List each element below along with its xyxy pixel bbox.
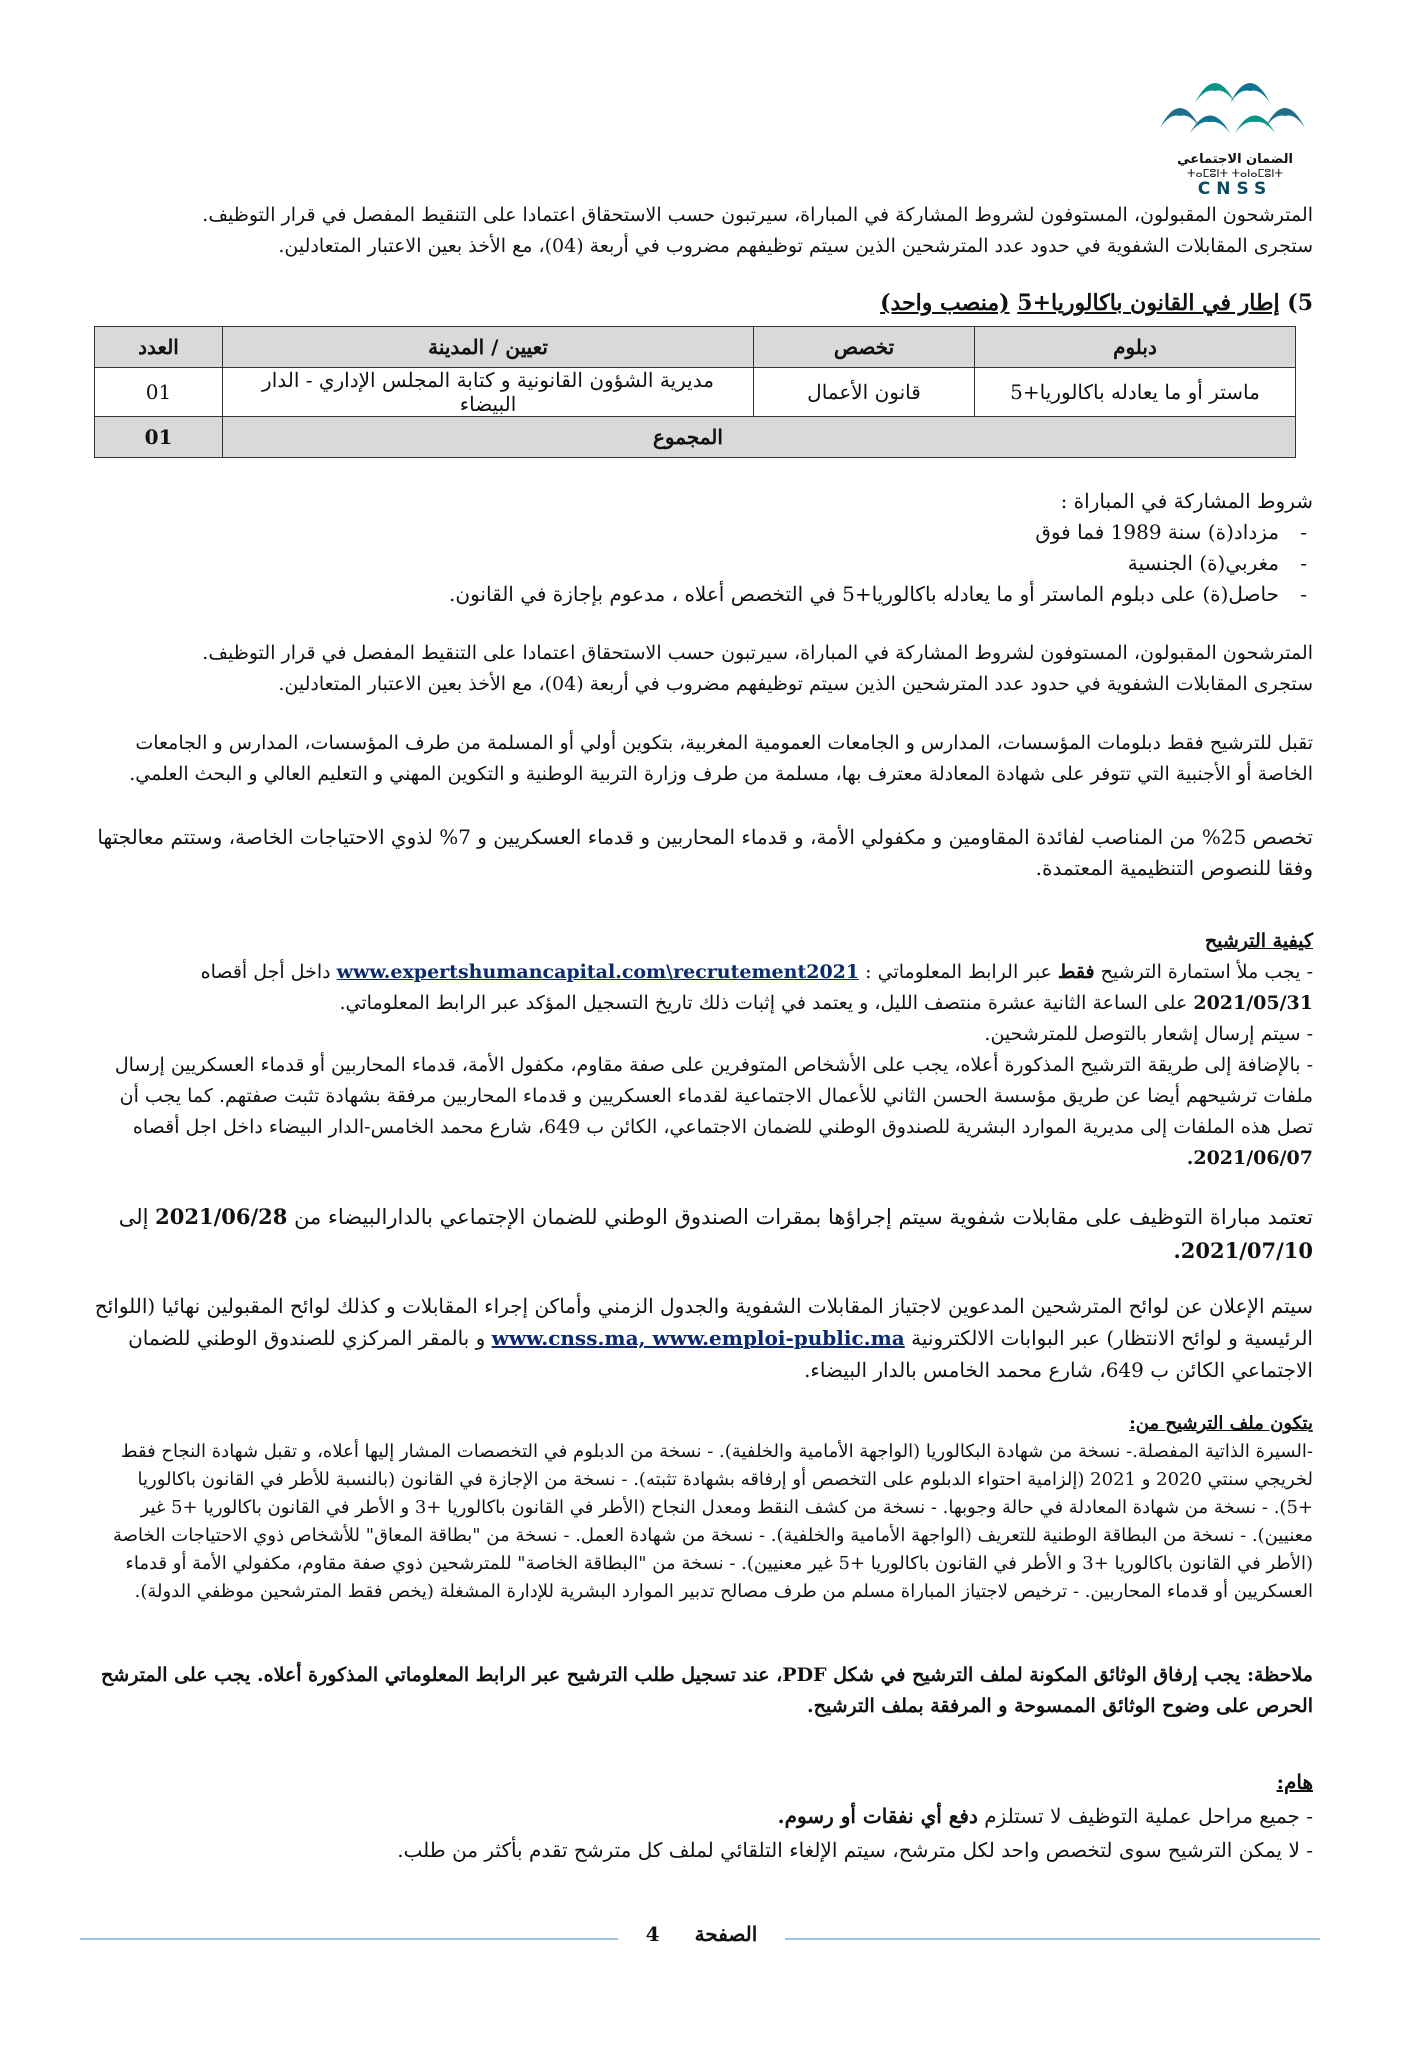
interviews-text: تعتمد مباراة التوظيف على مقابلات شفوية سيتم إجراؤها بمقرات الصندوق الوطني للضمان الإجتماعي بالدارالبيضاء من xyxy=(294,1205,1313,1229)
important-text-a: - جميع مراحل عملية التوظيف لا تستلزم xyxy=(984,1804,1313,1828)
header-specialty: تخصص xyxy=(754,327,975,368)
diplomas-paragraph: تقبل للترشيح فقط دبلومات المؤسسات، المدارس و الجامعات العمومية المغربية، بتكوين أولي أو المسلمة من طرف المؤسسات، المدارس و الجامعات الخاصة أو الأجنبية التي تتوفر على شهادة المعادلة معترف بها، مسلمة من طرف وزارة التربية الوطنية و التكوين المهني و التعليم العالي و البحث العلمي. xyxy=(129,732,1313,785)
ranking-line-2: ستجرى المقابلات الشفوية في حدود عدد المترشحين الذين سيتم توظيفهم مضروب في أربعة (04)، مع الأخذ بعين الاعتبار المتعادلين. xyxy=(278,673,1313,695)
page-footer xyxy=(0,1922,1403,1946)
apply-paragraph-2: - سيتم إرسال إشعار بالتوصل للمترشحين. xyxy=(984,1023,1313,1045)
recruitment-link[interactable]: www.expertshumancapital.com\recrutement2021 xyxy=(336,961,860,983)
section-subtitle: (منصب واحد) xyxy=(880,290,1010,316)
cell-count: 01 xyxy=(95,368,223,417)
table-total-row xyxy=(95,417,1296,458)
page-value: 4 xyxy=(632,1922,674,1946)
page-label: الصفحة xyxy=(681,1922,772,1946)
important-item-2: - لا يمكن الترشيح سوى لتخصص واحد لكل مترشح، سيتم الإلغاء التلقائي لملف كل مترشح تقدم بأكثر من طلب. xyxy=(397,1838,1313,1862)
announcement-paragraph xyxy=(93,1290,1313,1386)
apply-deadline: 2021/05/31 xyxy=(1193,992,1313,1014)
cell-specialty: قانون الأعمال xyxy=(754,368,975,417)
application-file-heading: يتكون ملف الترشيح من: xyxy=(1129,1413,1313,1434)
intro-line-1: المترشحون المقبولون، المستوفون لشروط المشاركة في المباراة، سيرتبون حسب الاستحقاق اعتمادا على التنقيط المفصل في قرار التوظيف. xyxy=(202,204,1313,226)
intro-paragraph xyxy=(93,200,1313,262)
how-to-apply-section xyxy=(93,926,1313,1174)
important-item-1 xyxy=(93,1799,1313,1833)
conditions-list xyxy=(93,517,1313,610)
ranking-line-1: المترشحون المقبولون، المستوفون لشروط المشاركة في المباراة، سيرتبون حسب الاستحقاق اعتمادا على التنقيط المفصل في قرار التوظيف. xyxy=(202,642,1313,664)
apply-text-3: - بالإضافة إلى طريقة الترشيح المذكورة أعلاه، يجب على الأشخاص المتوفرين على صفة مقاوم، مكفول الأمة، قدماء المحاربين أو قدماء العسكريين إرسال ملفات ترشيحهم أيضا عن طريق مؤسسة الحسن الثاني للأعمال الاجتماعية لقدماء العسكريين و قدماء المحاربين مرفقة بشهادة تثبت صفتهم. كما يجب أن تصل هذه الملفات إلى مديرية الموارد البشرية للصندوق الوطني للضمان الاجتماعي، الكائن ب 649، شارع محمد الخامس-الدار البيضاء داخل اجل أقصاه xyxy=(114,1054,1313,1138)
apply-text-a: - يجب ملأ استمارة الترشيح xyxy=(1100,961,1313,983)
header-count: العدد xyxy=(95,327,223,368)
list-item: - مزداد(ة) سنة 1989 فما فوق xyxy=(93,517,1313,548)
apply-paragraph-3 xyxy=(93,1050,1313,1174)
important-section xyxy=(93,1765,1313,1867)
announcement-text-b: و بالمقر المركزي للصندوق الوطني للضمان الاجتماعي الكائن ب 649، شارع محمد الخامس بالدار البيضاء. xyxy=(128,1326,1313,1382)
interviews-from: 2021/06/28 xyxy=(155,1204,288,1229)
section-title-text: إطار في القانون باكالوريا+5 xyxy=(1017,290,1280,316)
total-label: المجموع xyxy=(223,417,1296,458)
positions-table xyxy=(94,326,1296,458)
cell-assignment: مديرية الشؤون القانونية و كتابة المجلس الإداري - الدار البيضاء xyxy=(223,368,754,417)
table-header-row xyxy=(95,327,1296,368)
cell-diploma: ماستر أو ما يعادله باكالوريا+5 xyxy=(975,368,1296,417)
header-assignment: تعيين / المدينة xyxy=(223,327,754,368)
list-item: - حاصل(ة) على دبلوم الماستر أو ما يعادله باكالوريا+5 في التخصص أعلاه ، مدعوم بإجازة في القانون. xyxy=(93,579,1313,610)
how-to-apply-heading: كيفية الترشيح xyxy=(1204,930,1313,952)
interviews-to-word: إلى xyxy=(118,1205,149,1229)
intro-line-2: ستجرى المقابلات الشفوية في حدود عدد المترشحين الذين سيتم توظيفهم مضروب في أربعة (04)، مع الأخذ بعين الاعتبار المتعادلين. xyxy=(278,235,1313,257)
important-heading: هام: xyxy=(1276,1770,1313,1794)
section-number: 5) xyxy=(1287,290,1313,316)
apply-text-c: داخل أجل أقصاه xyxy=(200,961,331,983)
apply-paragraph-1 xyxy=(93,957,1313,1019)
quota-paragraph: تخصص 25% من المناصب لفائدة المقاومين و مكفولي الأمة، و قدماء المحاربين و قدماء العسكريين و 7% لذوي الاحتياجات الخاصة، وستتم معالجتها وفقا للنصوص التنظيمية المعتمدة. xyxy=(97,825,1313,880)
application-file-text: -السيرة الذاتية المفصلة.- نسخة من شهادة البكالوريا (الواجهة الأمامية والخلفية). - نسخة من الدبلوم في التخصصات المشار إليها أعلاه، و تقبل شهادة النجاح فقط لخريجي سنتي 2020 و 2021 (إلزامية احتواء الدبلوم على التخصص أو إرفاقه بشهادة تثبته). - نسخة من الإجازة في القانون (بالنسبة للأطر في القانون باكالوريا +5). - نسخة من شهادة المعادلة في حالة وجوبها. - نسخة من كشف النقط ومعدل النجاح (الأطر في القانون باكالوريا +3 و الأطر في القانون باكالوريا +5 غير معنيين). - نسخة من البطاقة الوطنية للتعريف (الواجهة الأمامية والخلفية). - نسخة من شهادة العمل. - نسخة من "بطاقة المعاق" للأشخاص ذوي الاحتياجات الخاصة (الأطر في القانون باكالوريا +3 و الأطر في القانون باكالوريا +5 غير معنيين). - نسخة من "البطاقة الخاصة" للمترشحين ذوي صفة مقاوم، مكفولي الأمة أو قدماء العسكريين أو قدماء المحاربين. - ترخيص لاجتياز المباراة مسلم من طرف مصالح تدبير الموارد البشرية للإدارة المشغلة (يخص فقط المترشحين موظفي الدولة). xyxy=(113,1441,1313,1602)
logo-tifinagh-text: ⵜⴰⵎⵓⵏⵜ ⵜⴰⵏⴰⵎⵓⵏⵜ xyxy=(1187,167,1283,180)
announcement-text-a: سيتم الإعلان عن لوائح المترشحين المدعوين لاجتياز المقابلات الشفوية والجدول الزمني وأماكن إجراء المقابلات و كذلك لوائح المقبولين نهائيا (اللوائح الرئيسية و لوائح الانتظار) عبر البوابات الالكترونية xyxy=(94,1294,1313,1350)
table-row xyxy=(95,368,1296,417)
apply-deadline-2: 2021/06/07. xyxy=(1186,1147,1313,1169)
interviews-paragraph xyxy=(93,1200,1313,1268)
portal-links[interactable]: www.cnss.ma, www.emploi-public.ma xyxy=(491,1326,905,1350)
header-diploma: دبلوم xyxy=(975,327,1296,368)
apply-text-d: على الساعة الثانية عشرة منتصف الليل، و يعتمد في إثبات ذلك تاريخ التسجيل المؤكد عبر الرابط المعلوماتي. xyxy=(339,992,1188,1014)
cnss-logo xyxy=(1150,58,1320,198)
logo-latin-text: CNSS xyxy=(1197,179,1273,199)
apply-text-b: عبر الرابط المعلوماتي : xyxy=(865,961,1052,983)
conditions-heading: شروط المشاركة في المباراة : xyxy=(1060,489,1313,513)
apply-only: فقط xyxy=(1057,961,1095,983)
interviews-to: 2021/07/10. xyxy=(1173,1238,1313,1263)
note-paragraph: ملاحظة: يجب إرفاق الوثائق المكونة لملف الترشيح في شكل PDF، عند تسجيل طلب الترشيح عبر الرابط المعلوماتي المذكورة أعلاه. يجب على المترشح الحرص على وضوح الوثائق الممسوحة و المرفقة بملف الترشيح. xyxy=(101,1664,1313,1717)
important-text-b: دفع أي نفقات أو رسوم. xyxy=(777,1804,978,1828)
page-number xyxy=(618,1922,786,1946)
total-value: 01 xyxy=(95,417,223,458)
application-file-section xyxy=(93,1410,1313,1606)
conditions-block xyxy=(93,486,1313,610)
ranking-paragraph xyxy=(93,638,1313,700)
section-5-title xyxy=(880,290,1313,316)
list-item: - مغربي(ة) الجنسية xyxy=(93,548,1313,579)
cnss-emblem-icon xyxy=(1150,58,1320,148)
logo-arabic-text: الضمان الاجتماعي xyxy=(1177,152,1293,167)
